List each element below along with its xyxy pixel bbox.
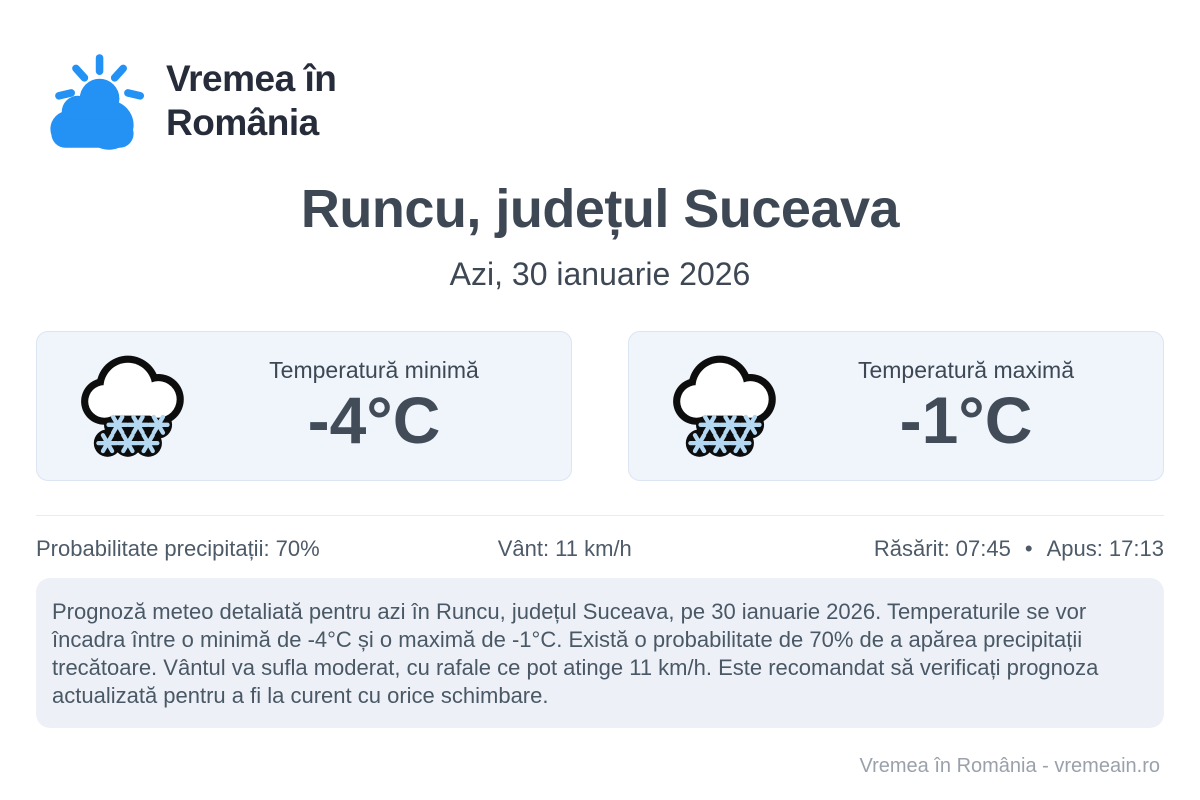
max-temperature-card: [628, 331, 1164, 481]
max-temperature-value: -1°C: [899, 382, 1033, 457]
wind-stat: Vânt: 11 km/h: [497, 536, 632, 561]
min-temperature-text: [207, 357, 541, 455]
sun-times-stat: [741, 536, 1164, 562]
precipitation-stat: Probabilitate precipitații: 70%: [36, 536, 320, 561]
max-temperature-text: [799, 357, 1133, 455]
snow-cloud-icon: [667, 350, 789, 462]
min-temperature-value: -4°C: [307, 382, 441, 457]
sunset-stat: Apus: 17:13: [1046, 536, 1164, 561]
forecast-description: Prognoză meteo detaliată pentru azi în Runcu, județul Suceava, pe 30 ianuarie 2026. Temperaturile se vor încadra între o minimă de -4°C și o maximă de -1°C. Există o probabilitate de 70% de a apărea precipitații trecătoare. Vântul va sufla moderat, cu rafale ce pot atinge 11 km/h. Este recomandat să verificați prognoza actualizată pentru a fi la curent cu orice schimbare.: [36, 578, 1164, 728]
bullet-separator: •: [1024, 536, 1033, 561]
page-title: Runcu, județul Suceava: [300, 179, 900, 239]
temperature-cards: [36, 331, 1164, 481]
logo-text-line2: România: [166, 102, 319, 143]
min-temperature-card: [36, 331, 572, 481]
stats-row: [36, 515, 1164, 562]
footer-credit: Vremea în România - vremeain.ro: [859, 755, 1160, 777]
page-subtitle: Azi, 30 ianuarie 2026: [449, 256, 751, 292]
logo-text: [166, 57, 336, 144]
sunrise-stat: Răsărit: 07:45: [873, 536, 1011, 561]
min-temperature-label: Temperatură minimă: [269, 356, 479, 383]
logo: [0, 0, 1200, 152]
max-temperature-label: Temperatură maximă: [857, 356, 1075, 383]
snow-cloud-icon: [75, 350, 197, 462]
sun-cloud-logo-icon: [40, 50, 144, 152]
logo-text-line1: Vremea în: [166, 58, 337, 100]
